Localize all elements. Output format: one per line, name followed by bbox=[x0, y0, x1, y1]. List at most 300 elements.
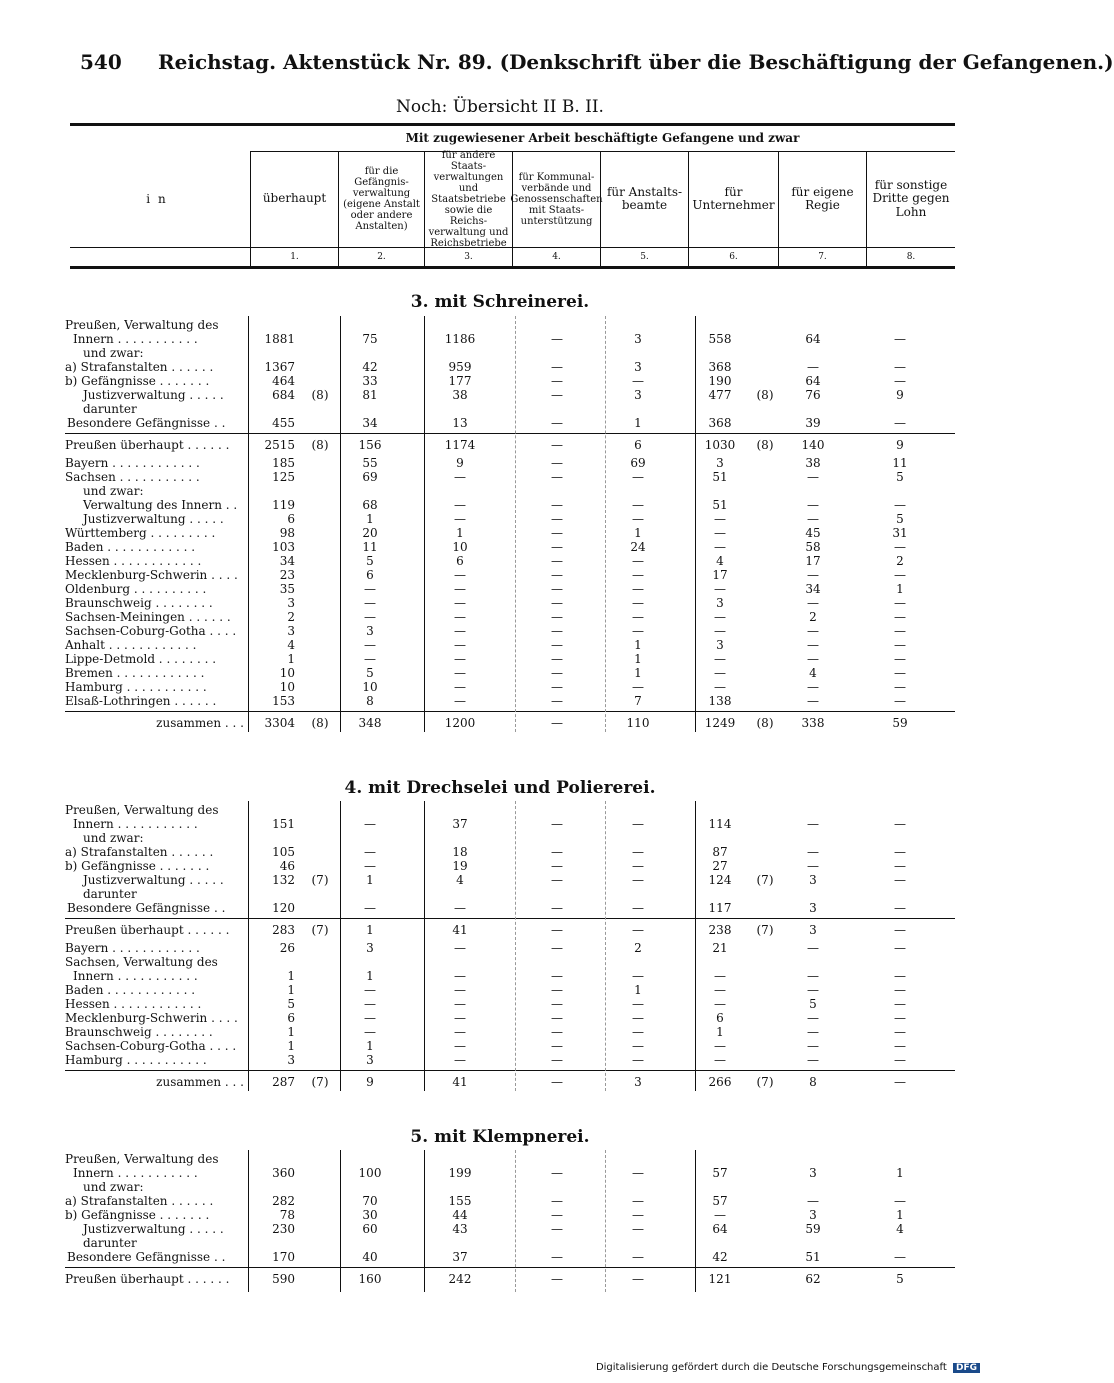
cell-col-4: — bbox=[454, 666, 466, 680]
cell-col-8: (8) bbox=[756, 438, 774, 452]
cell-col-4: — bbox=[454, 941, 466, 955]
cell-col-7: 64 bbox=[712, 1222, 728, 1236]
cell-col-10: 11 bbox=[892, 456, 908, 470]
cell-col-4: — bbox=[454, 694, 466, 708]
cell-col-1: 1 bbox=[287, 1025, 295, 1039]
cell-col-6: 1 bbox=[634, 652, 642, 666]
cell-col-3: 100 bbox=[358, 1166, 382, 1180]
cell-col-9: 51 bbox=[805, 1250, 821, 1264]
cell-col-5: — bbox=[551, 716, 563, 730]
cell-col-1: 34 bbox=[279, 554, 295, 568]
cell-col-3: 1 bbox=[366, 923, 374, 937]
cell-col-5: — bbox=[551, 512, 563, 526]
cell-col-9: — bbox=[807, 512, 819, 526]
row-label: Elsaß-Lothringen . . . . . . bbox=[65, 694, 217, 708]
col-header-6: für Unternehmer bbox=[688, 151, 778, 247]
cell-col-7: 6 bbox=[716, 1011, 724, 1025]
row-label: Preußen überhaupt . . . . . . bbox=[65, 923, 230, 937]
column-rule bbox=[248, 316, 249, 732]
cell-col-10: 1 bbox=[896, 1208, 904, 1222]
cell-col-3: 11 bbox=[362, 540, 378, 554]
row-label: Besondere Gefängnisse . . bbox=[67, 416, 226, 430]
cell-col-4: — bbox=[454, 470, 466, 484]
col-number-5: 5. bbox=[600, 248, 688, 267]
cell-col-7: 57 bbox=[712, 1194, 728, 1208]
col-number-1: 1. bbox=[250, 248, 338, 267]
row-label: Hamburg . . . . . . . . . . . bbox=[65, 680, 207, 694]
cell-col-10: — bbox=[894, 610, 906, 624]
table-row bbox=[0, 1208, 1000, 1222]
cell-col-6: — bbox=[632, 470, 644, 484]
row-label: Preußen überhaupt . . . . . . bbox=[65, 1272, 230, 1286]
cell-col-6: 3 bbox=[634, 388, 642, 402]
cell-col-1: 153 bbox=[272, 694, 295, 708]
cell-col-10: — bbox=[894, 694, 906, 708]
cell-col-5: — bbox=[551, 1194, 563, 1208]
cell-col-10: 5 bbox=[896, 470, 904, 484]
cell-col-1: 2515 bbox=[264, 438, 295, 452]
cell-col-1: 3 bbox=[287, 1053, 295, 1067]
cell-col-10: 5 bbox=[896, 512, 904, 526]
cell-col-9: — bbox=[807, 859, 819, 873]
table-row bbox=[0, 694, 1000, 708]
column-rule-dashed bbox=[605, 801, 606, 1091]
table-row bbox=[0, 610, 1000, 624]
cell-col-6: 2 bbox=[634, 941, 642, 955]
cell-col-5: — bbox=[551, 969, 563, 983]
cell-col-6: — bbox=[632, 596, 644, 610]
cell-col-5: — bbox=[551, 388, 563, 402]
cell-col-7: 368 bbox=[708, 360, 732, 374]
cell-col-7: — bbox=[714, 526, 726, 540]
cell-col-4: — bbox=[454, 1011, 466, 1025]
cell-col-4: — bbox=[454, 610, 466, 624]
table-row bbox=[0, 941, 1000, 955]
cell-col-5: — bbox=[551, 1025, 563, 1039]
cell-col-4: — bbox=[454, 652, 466, 666]
cell-col-7: — bbox=[714, 1053, 726, 1067]
cell-col-1: 230 bbox=[272, 1222, 295, 1236]
column-rule bbox=[695, 1150, 696, 1292]
cell-col-1: 455 bbox=[272, 416, 295, 430]
cell-col-7: 3 bbox=[716, 638, 724, 652]
cell-col-10: 1 bbox=[896, 582, 904, 596]
cell-col-3: — bbox=[364, 901, 376, 915]
row-label: Sachsen-Coburg-Gotha . . . . bbox=[65, 1039, 237, 1053]
cell-col-7: 238 bbox=[708, 923, 732, 937]
cell-col-7: — bbox=[714, 652, 726, 666]
cell-col-6: — bbox=[632, 624, 644, 638]
cell-col-1: 103 bbox=[272, 540, 295, 554]
cell-col-10: — bbox=[894, 1194, 906, 1208]
cell-col-4: 10 bbox=[452, 540, 468, 554]
cell-col-1: 26 bbox=[279, 941, 295, 955]
table-row bbox=[0, 1236, 1000, 1250]
cell-col-8: (8) bbox=[756, 388, 774, 402]
row-label: Preußen, Verwaltung des bbox=[65, 318, 219, 332]
col-number-3: 3. bbox=[424, 248, 512, 267]
row-label: Preußen, Verwaltung des bbox=[65, 803, 219, 817]
cell-col-4: 41 bbox=[452, 1075, 468, 1089]
total-row bbox=[0, 1075, 1000, 1089]
cell-col-3: 6 bbox=[366, 568, 374, 582]
cell-col-4: 44 bbox=[452, 1208, 468, 1222]
page-title: Reichstag. Aktenstück Nr. 89. (Denkschrift über die Beschäftigung der Gefangenen.) bbox=[158, 50, 1114, 74]
row-label: Braunschweig . . . . . . . . bbox=[65, 596, 213, 610]
cell-col-6: 1 bbox=[634, 666, 642, 680]
row-label: Preußen überhaupt . . . . . . bbox=[65, 438, 230, 452]
table-row bbox=[0, 817, 1000, 831]
cell-col-3: 5 bbox=[366, 666, 374, 680]
cell-col-10: — bbox=[894, 1025, 906, 1039]
total-row bbox=[0, 923, 1000, 937]
row-label: zusammen . . . bbox=[156, 1075, 244, 1089]
table-row bbox=[0, 666, 1000, 680]
cell-col-10: — bbox=[894, 540, 906, 554]
cell-col-3: 70 bbox=[362, 1194, 378, 1208]
cell-col-2: (8) bbox=[311, 716, 329, 730]
cell-col-9: — bbox=[807, 360, 819, 374]
column-rule bbox=[424, 801, 425, 1091]
cell-col-3: 81 bbox=[362, 388, 378, 402]
cell-col-9: — bbox=[807, 596, 819, 610]
row-label: Besondere Gefängnisse . . bbox=[67, 1250, 226, 1264]
cell-col-9: — bbox=[807, 941, 819, 955]
cell-col-10: — bbox=[894, 624, 906, 638]
table-row bbox=[0, 1011, 1000, 1025]
cell-col-9: 34 bbox=[805, 582, 821, 596]
cell-col-3: 30 bbox=[362, 1208, 378, 1222]
cell-col-9: — bbox=[807, 1194, 819, 1208]
column-rule bbox=[695, 316, 696, 732]
table-row bbox=[0, 318, 1000, 332]
cell-col-8: (7) bbox=[756, 923, 774, 937]
cell-col-4: — bbox=[454, 568, 466, 582]
cell-col-7: 1030 bbox=[704, 438, 736, 452]
cell-col-2: (7) bbox=[311, 923, 329, 937]
cell-col-6: 7 bbox=[634, 694, 642, 708]
cell-col-10: — bbox=[894, 845, 906, 859]
row-label: Justizverwaltung . . . . . bbox=[83, 873, 224, 887]
table-row bbox=[0, 498, 1000, 512]
row-label: Justizverwaltung . . . . . bbox=[83, 388, 224, 402]
cell-col-5: — bbox=[551, 845, 563, 859]
cell-col-10: — bbox=[894, 859, 906, 873]
cell-col-3: 69 bbox=[362, 470, 378, 484]
cell-col-6: — bbox=[632, 923, 644, 937]
cell-col-3: — bbox=[364, 845, 376, 859]
column-rule-dashed bbox=[605, 316, 606, 732]
table-row bbox=[0, 887, 1000, 901]
table-row bbox=[0, 582, 1000, 596]
row-separator bbox=[65, 1267, 955, 1268]
cell-col-6: — bbox=[632, 680, 644, 694]
cell-col-4: 155 bbox=[448, 1194, 472, 1208]
cell-col-6: — bbox=[632, 610, 644, 624]
cell-col-6: — bbox=[632, 873, 644, 887]
table-row bbox=[0, 680, 1000, 694]
row-label: Verwaltung des Innern . . bbox=[83, 498, 238, 512]
column-rule bbox=[424, 316, 425, 732]
page-number: 540 bbox=[80, 50, 122, 74]
cell-col-1: 2 bbox=[287, 610, 295, 624]
cell-col-3: 8 bbox=[366, 694, 374, 708]
cell-col-5: — bbox=[551, 624, 563, 638]
row-separator bbox=[65, 918, 955, 919]
col-number-6: 6. bbox=[688, 248, 778, 267]
cell-col-6: 110 bbox=[626, 716, 650, 730]
column-header bbox=[70, 123, 955, 269]
cell-col-7: 17 bbox=[712, 568, 728, 582]
row-label: Innern . . . . . . . . . . . bbox=[73, 1166, 198, 1180]
cell-col-5: — bbox=[551, 923, 563, 937]
cell-col-7: — bbox=[714, 624, 726, 638]
table-row bbox=[0, 374, 1000, 388]
cell-col-10: — bbox=[894, 969, 906, 983]
cell-col-4: — bbox=[454, 1025, 466, 1039]
table-row bbox=[0, 624, 1000, 638]
cell-col-9: — bbox=[807, 470, 819, 484]
column-rule bbox=[695, 801, 696, 1091]
cell-col-3: 68 bbox=[362, 498, 378, 512]
table-row bbox=[0, 470, 1000, 484]
cell-col-5: — bbox=[551, 1011, 563, 1025]
row-label: Justizverwaltung . . . . . bbox=[83, 512, 224, 526]
cell-col-1: 10 bbox=[279, 666, 295, 680]
cell-col-5: — bbox=[551, 680, 563, 694]
cell-col-1: 119 bbox=[272, 498, 295, 512]
column-rule bbox=[424, 1150, 425, 1292]
table-row bbox=[0, 803, 1000, 817]
col-number-8: 8. bbox=[866, 248, 955, 267]
cell-col-3: — bbox=[364, 817, 376, 831]
cell-col-6: — bbox=[632, 1053, 644, 1067]
cell-col-4: — bbox=[454, 997, 466, 1011]
table-row bbox=[0, 596, 1000, 610]
cell-col-5: — bbox=[551, 1272, 563, 1286]
row-separator bbox=[65, 711, 955, 712]
cell-col-10: — bbox=[894, 680, 906, 694]
cell-col-1: 35 bbox=[279, 582, 295, 596]
cell-col-6: — bbox=[632, 512, 644, 526]
cell-col-3: 1 bbox=[366, 969, 374, 983]
cell-col-9: 3 bbox=[809, 1166, 817, 1180]
row-label: und zwar: bbox=[83, 1180, 144, 1194]
row-label: b) Gefängnisse . . . . . . . bbox=[65, 859, 210, 873]
cell-col-10: — bbox=[894, 1053, 906, 1067]
cell-col-7: — bbox=[714, 666, 726, 680]
footer bbox=[596, 1362, 980, 1373]
row-label: a) Strafanstalten . . . . . . bbox=[65, 360, 214, 374]
cell-col-5: — bbox=[551, 1039, 563, 1053]
cell-col-3: 3 bbox=[366, 624, 374, 638]
cell-col-6: — bbox=[632, 568, 644, 582]
cell-col-9: 38 bbox=[805, 456, 821, 470]
row-label: b) Gefängnisse . . . . . . . bbox=[65, 374, 210, 388]
cell-col-6: 1 bbox=[634, 416, 642, 430]
cell-col-6: — bbox=[632, 997, 644, 1011]
column-rule-dashed bbox=[605, 1150, 606, 1292]
cell-col-9: — bbox=[807, 568, 819, 582]
cell-col-7: — bbox=[714, 610, 726, 624]
table-row bbox=[0, 346, 1000, 360]
cell-col-1: 283 bbox=[272, 923, 295, 937]
cell-col-10: — bbox=[894, 638, 906, 652]
cell-col-10: — bbox=[894, 1075, 906, 1089]
cell-col-7: 190 bbox=[708, 374, 732, 388]
cell-col-10: — bbox=[894, 498, 906, 512]
cell-col-7: 117 bbox=[708, 901, 732, 915]
cell-col-9: — bbox=[807, 969, 819, 983]
cell-col-10: 9 bbox=[896, 438, 904, 452]
table-row bbox=[0, 873, 1000, 887]
cell-col-9: 17 bbox=[805, 554, 821, 568]
cell-col-4: — bbox=[454, 498, 466, 512]
cell-col-10: — bbox=[894, 1011, 906, 1025]
col-header-4: für Kommunal-verbände und Genossenschaften mit Staats-unterstützung bbox=[512, 151, 600, 247]
table-row bbox=[0, 360, 1000, 374]
cell-col-6: — bbox=[632, 554, 644, 568]
section-title: 4. mit Drechselei und Poliererei. bbox=[344, 778, 656, 798]
cell-col-10: 1 bbox=[896, 1166, 904, 1180]
cell-col-8: (7) bbox=[756, 1075, 774, 1089]
cell-col-7: — bbox=[714, 1208, 726, 1222]
row-label: a) Strafanstalten . . . . . . bbox=[65, 1194, 214, 1208]
cell-col-4: 9 bbox=[456, 456, 464, 470]
col-header-5: für Anstalts-beamte bbox=[600, 151, 688, 247]
cell-col-3: — bbox=[364, 983, 376, 997]
cell-col-1: 6 bbox=[287, 512, 295, 526]
row-label: darunter bbox=[83, 887, 137, 901]
cell-col-1: 125 bbox=[272, 470, 295, 484]
row-label: Sachsen, Verwaltung des bbox=[65, 955, 218, 969]
table-row bbox=[0, 456, 1000, 470]
cell-col-3: — bbox=[364, 1025, 376, 1039]
cell-col-6: — bbox=[632, 859, 644, 873]
cell-col-5: — bbox=[551, 1075, 563, 1089]
col-header-8: für sonstige Dritte gegen Lohn bbox=[866, 151, 955, 247]
cell-col-5: — bbox=[551, 817, 563, 831]
cell-col-10: — bbox=[894, 568, 906, 582]
cell-col-9: — bbox=[807, 845, 819, 859]
col-header-7: für eigene Regie bbox=[778, 151, 866, 247]
table-row bbox=[0, 526, 1000, 540]
cell-col-3: — bbox=[364, 652, 376, 666]
cell-col-5: — bbox=[551, 1166, 563, 1180]
table-row bbox=[0, 540, 1000, 554]
cell-col-1: 1881 bbox=[264, 332, 295, 346]
cell-col-5: — bbox=[551, 638, 563, 652]
cell-col-4: 41 bbox=[452, 923, 468, 937]
cell-col-5: — bbox=[551, 652, 563, 666]
total-row bbox=[0, 716, 1000, 730]
col-number-2: 2. bbox=[338, 248, 424, 267]
cell-col-5: — bbox=[551, 438, 563, 452]
cell-col-4: — bbox=[454, 983, 466, 997]
cell-col-9: — bbox=[807, 1011, 819, 1025]
cell-col-3: 55 bbox=[362, 456, 378, 470]
column-rule-dashed bbox=[515, 1150, 516, 1292]
cell-col-5: — bbox=[551, 498, 563, 512]
cell-col-2: (7) bbox=[311, 1075, 329, 1089]
in-header: in bbox=[146, 192, 174, 206]
cell-col-3: — bbox=[364, 1011, 376, 1025]
cell-col-9: 45 bbox=[805, 526, 821, 540]
table-row bbox=[0, 332, 1000, 346]
column-rule-dashed bbox=[515, 316, 516, 732]
row-label: Bayern . . . . . . . . . . . . bbox=[65, 456, 200, 470]
cell-col-5: — bbox=[551, 554, 563, 568]
cell-col-9: 4 bbox=[809, 666, 817, 680]
cell-col-9: — bbox=[807, 1025, 819, 1039]
col-header-3: für andere Staats-verwaltungen und Staatsbetriebe sowie die Reichs-verwaltung und Reichsbetriebe bbox=[424, 151, 512, 247]
table-row bbox=[0, 1194, 1000, 1208]
cell-col-4: — bbox=[454, 969, 466, 983]
table-row bbox=[0, 484, 1000, 498]
cell-col-3: 60 bbox=[362, 1222, 378, 1236]
cell-col-4: — bbox=[454, 624, 466, 638]
cell-col-1: 5 bbox=[287, 997, 295, 1011]
cell-col-9: 3 bbox=[809, 873, 817, 887]
cell-col-3: 3 bbox=[366, 1053, 374, 1067]
cell-col-9: 58 bbox=[805, 540, 821, 554]
cell-col-4: 37 bbox=[452, 1250, 468, 1264]
cell-col-10: 31 bbox=[892, 526, 908, 540]
row-label: Sachsen . . . . . . . . . . . bbox=[65, 470, 200, 484]
cell-col-4: 199 bbox=[448, 1166, 472, 1180]
cell-col-9: 3 bbox=[809, 901, 817, 915]
cell-col-4: 43 bbox=[452, 1222, 468, 1236]
cell-col-3: 33 bbox=[362, 374, 378, 388]
cell-col-5: — bbox=[551, 983, 563, 997]
cell-col-6: 1 bbox=[634, 526, 642, 540]
table-row bbox=[0, 568, 1000, 582]
cell-col-10: — bbox=[894, 360, 906, 374]
cell-col-3: 42 bbox=[362, 360, 378, 374]
section-title: 3. mit Schreinerei. bbox=[410, 292, 590, 312]
cell-col-10: 9 bbox=[896, 388, 904, 402]
cell-col-5: — bbox=[551, 1208, 563, 1222]
table-subtitle: Noch: Übersicht II B. II. bbox=[396, 97, 604, 117]
cell-col-5: — bbox=[551, 596, 563, 610]
cell-col-5: — bbox=[551, 526, 563, 540]
table-row bbox=[0, 388, 1000, 402]
cell-col-5: — bbox=[551, 360, 563, 374]
cell-col-5: — bbox=[551, 568, 563, 582]
cell-col-9: — bbox=[807, 817, 819, 831]
cell-col-10: — bbox=[894, 666, 906, 680]
cell-col-4: — bbox=[454, 680, 466, 694]
cell-col-7: 57 bbox=[712, 1166, 728, 1180]
cell-col-3: 40 bbox=[362, 1250, 378, 1264]
cell-col-9: 3 bbox=[809, 923, 817, 937]
cell-col-9: 39 bbox=[805, 416, 821, 430]
cell-col-9: 3 bbox=[809, 1208, 817, 1222]
row-label: und zwar: bbox=[83, 346, 144, 360]
cell-col-4: 13 bbox=[452, 416, 468, 430]
cell-col-3: 156 bbox=[358, 438, 382, 452]
cell-col-5: — bbox=[551, 416, 563, 430]
row-label: Württemberg . . . . . . . . . bbox=[65, 526, 216, 540]
cell-col-7: — bbox=[714, 540, 726, 554]
cell-col-2: (8) bbox=[311, 388, 329, 402]
cell-col-9: — bbox=[807, 624, 819, 638]
cell-col-6: 1 bbox=[634, 983, 642, 997]
cell-col-9: 338 bbox=[801, 716, 825, 730]
cell-col-4: — bbox=[454, 1053, 466, 1067]
row-label: Besondere Gefängnisse . . bbox=[67, 901, 226, 915]
table-row bbox=[0, 638, 1000, 652]
